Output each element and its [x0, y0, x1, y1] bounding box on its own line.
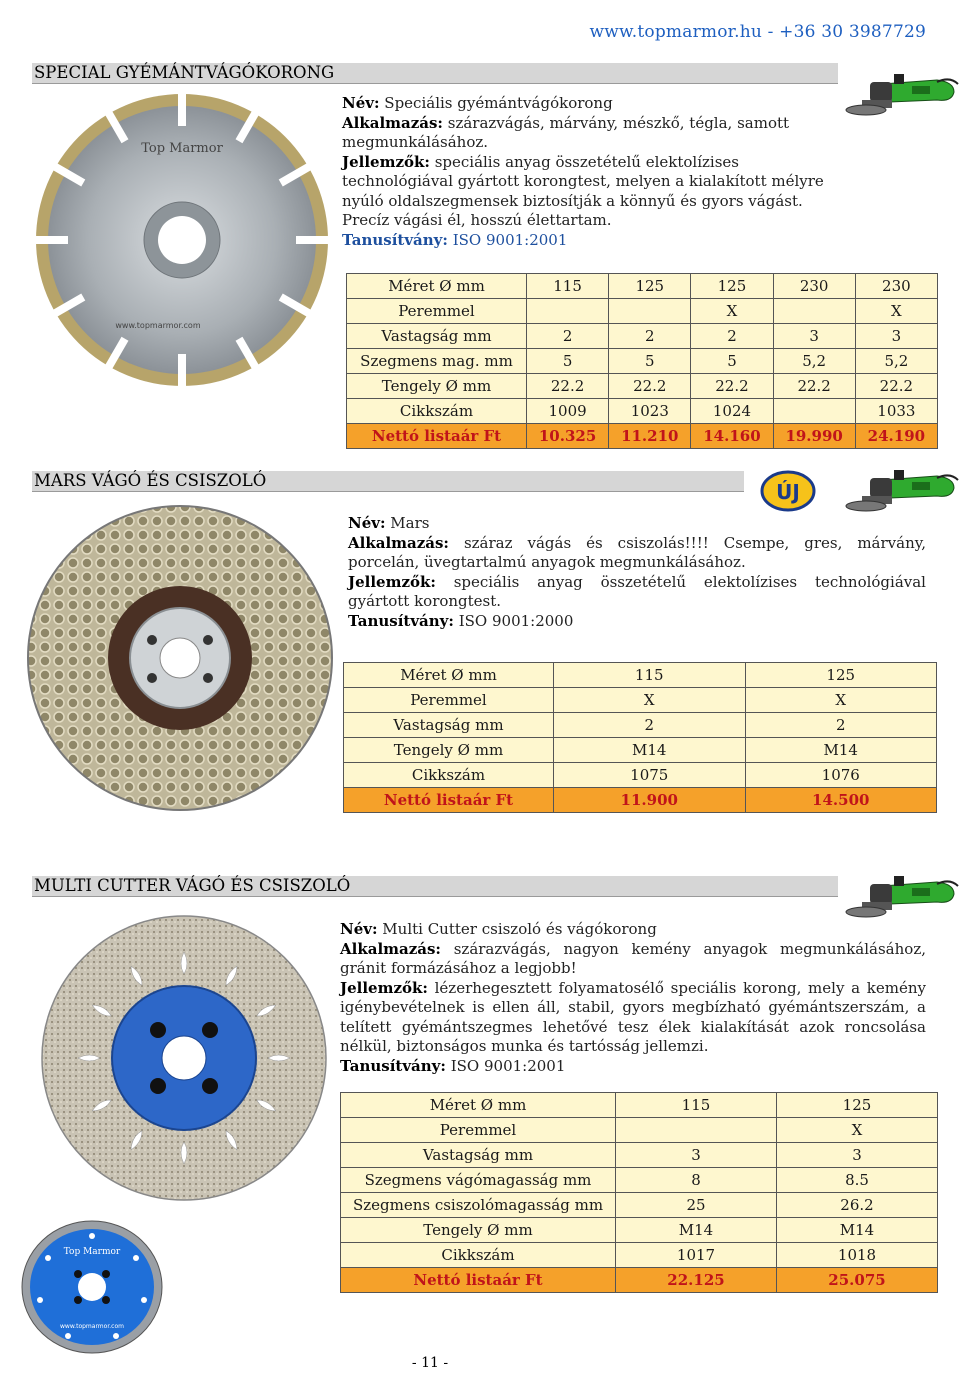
- table-row: [344, 663, 937, 688]
- price-row: [341, 1268, 938, 1293]
- value-cell: [527, 299, 609, 324]
- name-label: Név:: [340, 920, 378, 938]
- disc-brand-text: Top Marmor: [141, 141, 223, 156]
- mars-description: [348, 514, 926, 631]
- angle-grinder-icon: [842, 466, 960, 516]
- app-label: Alkalmazás:: [342, 113, 443, 132]
- feat-value: speciális anyag összetételű elektolízises technológiával gyártott korongtest, melyen a kialakított mélyre nyúló oldalszegmensek biztosítják a könnyű és gyors vágást. Precíz vágási él, hosszú élettartam.: [342, 152, 824, 229]
- mars-diamond-disc-image: [24, 500, 336, 818]
- row-label-cell: Méret Ø mm: [341, 1093, 616, 1118]
- cert-value: ISO 9001:2000: [458, 611, 574, 630]
- value-cell: [773, 299, 855, 324]
- table-row: [347, 324, 938, 349]
- cert-label: Tanusítvány:: [342, 230, 448, 249]
- row-label-cell: Tengely Ø mm: [341, 1218, 616, 1243]
- row-label-cell: Tengely Ø mm: [347, 374, 527, 399]
- table-row: [347, 374, 938, 399]
- value-cell: 8: [616, 1168, 777, 1193]
- price-cell: 11.900: [554, 788, 746, 813]
- value-cell: 230: [773, 274, 855, 299]
- value-cell: 22.2: [855, 374, 937, 399]
- special-spec-table: [346, 273, 938, 449]
- table-row: [341, 1218, 938, 1243]
- table-row: [347, 349, 938, 374]
- value-cell: X: [691, 299, 773, 324]
- row-label-cell: Cikkszám: [341, 1243, 616, 1268]
- table-row: [341, 1093, 938, 1118]
- section-title: MULTI CUTTER VÁGÓ ÉS CSISZOLÓ: [34, 876, 351, 895]
- value-cell: 22.2: [609, 374, 691, 399]
- price-row: [347, 424, 938, 449]
- value-cell: 115: [527, 274, 609, 299]
- row-label-cell: Szegmens mag. mm: [347, 349, 527, 374]
- row-label-cell: Tengely Ø mm: [344, 738, 554, 763]
- section-title: MARS VÁGÓ ÉS CSISZOLÓ: [34, 471, 267, 490]
- angle-grinder-icon: [842, 872, 960, 922]
- price-cell: 25.075: [777, 1268, 938, 1293]
- feat-label: Jellemzők:: [340, 978, 428, 997]
- row-label-cell: Cikkszám: [344, 763, 554, 788]
- table-row: [347, 399, 938, 424]
- value-cell: 5: [609, 349, 691, 374]
- value-cell: 3: [616, 1143, 777, 1168]
- row-label-cell: Cikkszám: [347, 399, 527, 424]
- value-cell: 1023: [609, 399, 691, 424]
- section-bar-multi: [32, 876, 838, 897]
- value-cell: 3: [855, 324, 937, 349]
- value-cell: 125: [609, 274, 691, 299]
- price-label-cell: Nettó listaár Ft: [341, 1268, 616, 1293]
- price-cell: 11.210: [609, 424, 691, 449]
- row-label-cell: Peremmel: [347, 299, 527, 324]
- multi-cutter-disc-image: [38, 912, 330, 1204]
- value-cell: 2: [691, 324, 773, 349]
- value-cell: 22.2: [773, 374, 855, 399]
- value-cell: X: [745, 688, 937, 713]
- price-row: [344, 788, 937, 813]
- value-cell: 22.2: [527, 374, 609, 399]
- value-cell: 22.2: [691, 374, 773, 399]
- price-cell: 19.990: [773, 424, 855, 449]
- table-row: [341, 1243, 938, 1268]
- value-cell: 1009: [527, 399, 609, 424]
- value-cell: 26.2: [777, 1193, 938, 1218]
- app-value: szárazvágás, nagyon kemény anyagok megmunkálásához, gránit formázásához a legjobb!: [340, 939, 926, 977]
- small-disc-brand-text: Top Marmor: [63, 1247, 121, 1257]
- multi-cutter-small-disc-image: [18, 1218, 166, 1356]
- section-bar-mars: [32, 471, 744, 492]
- cert-label: Tanusítvány:: [348, 611, 454, 630]
- price-label-cell: Nettó listaár Ft: [344, 788, 554, 813]
- value-cell: X: [554, 688, 746, 713]
- value-cell: 2: [745, 713, 937, 738]
- value-cell: 115: [616, 1093, 777, 1118]
- value-cell: 1076: [745, 763, 937, 788]
- app-label: Alkalmazás:: [340, 939, 441, 958]
- value-cell: 2: [609, 324, 691, 349]
- value-cell: 1018: [777, 1243, 938, 1268]
- angle-grinder-icon: [842, 70, 960, 120]
- value-cell: 25: [616, 1193, 777, 1218]
- value-cell: 3: [773, 324, 855, 349]
- name-value: Speciális gyémántvágókorong: [384, 94, 613, 112]
- name-label: Név:: [348, 514, 386, 532]
- mars-spec-table: [343, 662, 937, 813]
- row-label-cell: Szegmens vágómagasság mm: [341, 1168, 616, 1193]
- feat-value: speciális anyag összetételű elektolízises technológiával gyártott korongtest.: [348, 572, 926, 610]
- price-cell: 14.500: [745, 788, 937, 813]
- app-value: szárazvágás, márvány, mészkő, tégla, samott megmunkálásához.: [342, 113, 790, 151]
- table-row: [344, 738, 937, 763]
- table-row: [341, 1168, 938, 1193]
- value-cell: [616, 1118, 777, 1143]
- row-label-cell: Méret Ø mm: [347, 274, 527, 299]
- price-cell: 22.125: [616, 1268, 777, 1293]
- table-row: [347, 299, 938, 324]
- value-cell: [609, 299, 691, 324]
- multi-cutter-spec-table: [340, 1092, 938, 1293]
- app-label: Alkalmazás:: [348, 533, 449, 552]
- value-cell: 8.5: [777, 1168, 938, 1193]
- cert-label: Tanusítvány:: [340, 1056, 446, 1075]
- value-cell: M14: [745, 738, 937, 763]
- value-cell: 5,2: [855, 349, 937, 374]
- value-cell: 125: [777, 1093, 938, 1118]
- table-row: [344, 688, 937, 713]
- value-cell: 3: [777, 1143, 938, 1168]
- value-cell: 1033: [855, 399, 937, 424]
- name-label: Név:: [342, 94, 380, 112]
- value-cell: 5: [691, 349, 773, 374]
- value-cell: 1017: [616, 1243, 777, 1268]
- value-cell: X: [855, 299, 937, 324]
- value-cell: M14: [777, 1218, 938, 1243]
- app-value: száraz vágás és csiszolás!!!! Csempe, gres, márvány, porcelán, üvegtartalmú anyagok megmunkálásához.: [348, 533, 926, 571]
- value-cell: M14: [554, 738, 746, 763]
- website-phone-header[interactable]: www.topmarmor.hu - +36 30 3987729: [589, 22, 926, 42]
- row-label-cell: Méret Ø mm: [344, 663, 554, 688]
- feat-value: lézerhegesztett folyamatosélő speciális korong, mely a kemény igénybevételnek is ellen áll, stabil, gyors megbízható gyémántszerszám, a telített gyémántszegmes lehetővé tesz élek kialakítását azok roncsolása nélkül, biztonságos munka és tartósság jellemzi.: [340, 978, 926, 1055]
- price-cell: 14.160: [691, 424, 773, 449]
- table-row: [341, 1143, 938, 1168]
- value-cell: 1075: [554, 763, 746, 788]
- cert-value: ISO 9001:2001: [450, 1056, 566, 1075]
- value-cell: 2: [527, 324, 609, 349]
- value-cell: 125: [745, 663, 937, 688]
- row-label-cell: Szegmens csiszolómagasság mm: [341, 1193, 616, 1218]
- table-row: [341, 1193, 938, 1218]
- cert-value: ISO 9001:2001: [452, 230, 568, 249]
- row-label-cell: Peremmel: [341, 1118, 616, 1143]
- small-disc-site-text: www.topmarmor.com: [60, 1323, 124, 1330]
- disc-site-text: www.topmarmor.com: [115, 321, 201, 330]
- table-row: [344, 763, 937, 788]
- name-value: Mars: [390, 514, 430, 532]
- table-row: [344, 713, 937, 738]
- value-cell: 5,2: [773, 349, 855, 374]
- value-cell: X: [777, 1118, 938, 1143]
- new-badge-icon: [760, 470, 816, 512]
- page-number: - 11 -: [411, 1355, 449, 1371]
- table-row: [341, 1118, 938, 1143]
- multi-cutter-description: [340, 920, 926, 1076]
- row-label-cell: Vastagság mm: [344, 713, 554, 738]
- value-cell: 230: [855, 274, 937, 299]
- price-cell: 10.325: [527, 424, 609, 449]
- row-label-cell: Vastagság mm: [347, 324, 527, 349]
- table-row: [347, 274, 938, 299]
- section-title: SPECIAL GYÉMÁNTVÁGÓKORONG: [34, 63, 335, 82]
- value-cell: 115: [554, 663, 746, 688]
- value-cell: 125: [691, 274, 773, 299]
- price-label-cell: Nettó listaár Ft: [347, 424, 527, 449]
- section-bar-special: [32, 63, 838, 84]
- value-cell: 2: [554, 713, 746, 738]
- feat-label: Jellemzők:: [348, 572, 436, 591]
- special-description: [342, 94, 832, 250]
- row-label-cell: Peremmel: [344, 688, 554, 713]
- value-cell: M14: [616, 1218, 777, 1243]
- value-cell: 1024: [691, 399, 773, 424]
- feat-label: Jellemzők:: [342, 152, 430, 171]
- name-value: Multi Cutter csiszoló és vágókorong: [382, 920, 657, 938]
- value-cell: 5: [527, 349, 609, 374]
- row-label-cell: Vastagság mm: [341, 1143, 616, 1168]
- new-badge-text: ÚJ: [776, 480, 800, 504]
- special-diamond-disc-image: [28, 90, 336, 390]
- price-cell: 24.190: [855, 424, 937, 449]
- value-cell: [773, 399, 855, 424]
